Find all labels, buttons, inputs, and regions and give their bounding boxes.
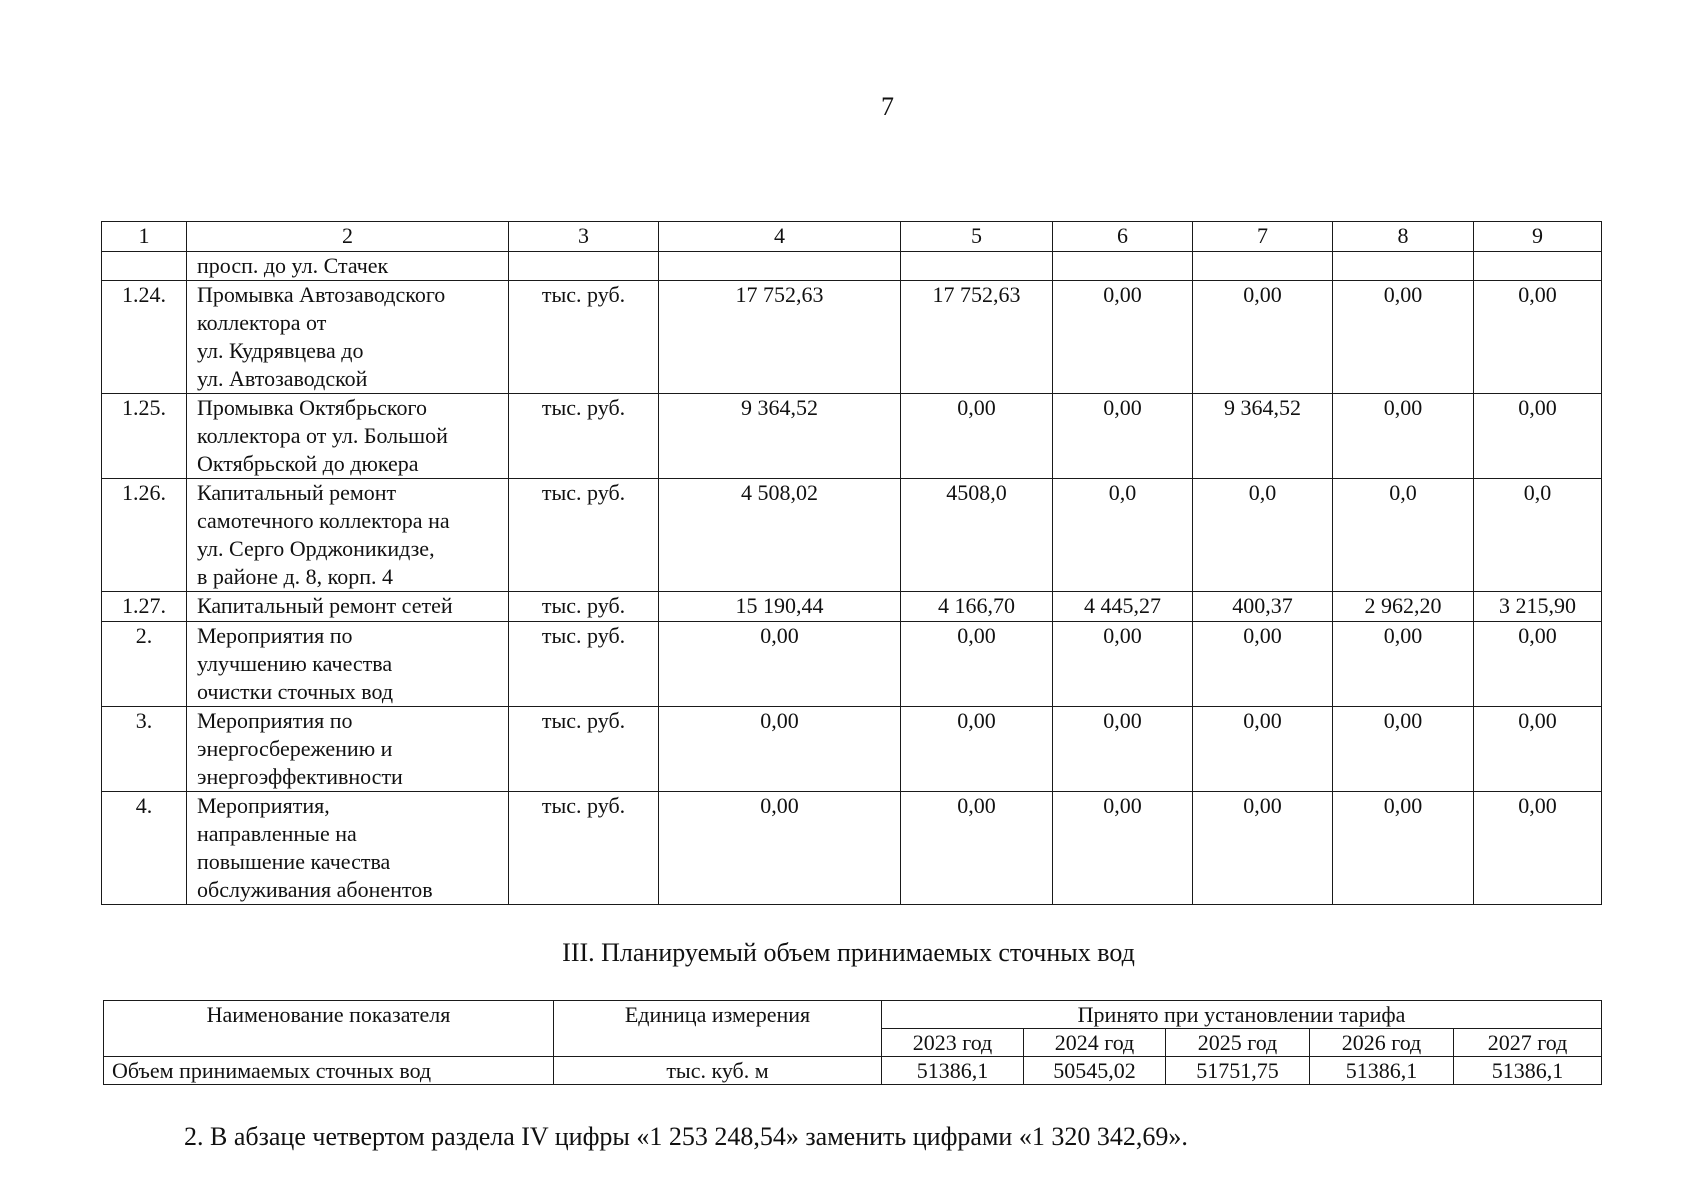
row-name — [187, 622, 509, 707]
row-value: 4 166,70 — [901, 592, 1053, 622]
year-header: 2023 год — [882, 1029, 1024, 1057]
row-number — [102, 252, 187, 281]
row-value: 2 962,20 — [1333, 592, 1474, 622]
row-name-line: коллектора от ул. Большой — [197, 423, 448, 448]
row-number: 3. — [102, 707, 187, 792]
row-value: 0,00 — [1333, 707, 1474, 792]
volume-row-value: 51386,1 — [1310, 1057, 1454, 1085]
row-value — [1474, 252, 1602, 281]
row-value: 0,00 — [1333, 792, 1474, 905]
row-value: 0,00 — [1333, 622, 1474, 707]
row-name-line: энергосбережению и — [197, 736, 393, 761]
row-number: 1.26. — [102, 479, 187, 592]
row-value — [1053, 252, 1193, 281]
volume-row-value: 51751,75 — [1166, 1057, 1310, 1085]
row-value: 4 445,27 — [1053, 592, 1193, 622]
row-value: 0,00 — [1333, 281, 1474, 394]
year-header: 2024 год — [1024, 1029, 1166, 1057]
row-value: 0,00 — [659, 622, 901, 707]
row-name-line: Октябрьской до дюкера — [197, 451, 419, 476]
row-number: 1.27. — [102, 592, 187, 622]
row-name-line: Мероприятия, — [197, 793, 330, 818]
row-value: 0,00 — [1053, 622, 1193, 707]
row-name-line: коллектора от — [197, 310, 327, 335]
row-unit: тыс. руб. — [509, 707, 659, 792]
header-cell: 1 — [102, 222, 187, 252]
table-row — [102, 792, 1602, 905]
row-unit: тыс. руб. — [509, 792, 659, 905]
row-value: 15 190,44 — [659, 592, 901, 622]
row-value: 0,00 — [1474, 281, 1602, 394]
row-number: 1.25. — [102, 394, 187, 479]
row-unit: тыс. руб. — [509, 394, 659, 479]
row-value — [901, 252, 1053, 281]
row-value: 0,00 — [1193, 622, 1333, 707]
table-row — [102, 281, 1602, 394]
row-name-line: ул. Автозаводской — [197, 366, 368, 391]
row-value: 0,00 — [1474, 394, 1602, 479]
year-header: 2026 год — [1310, 1029, 1454, 1057]
row-value: 9 364,52 — [1193, 394, 1333, 479]
row-name-line: Капитальный ремонт — [197, 480, 397, 505]
row-name-line: Промывка Автозаводского — [197, 282, 446, 307]
row-value: 9 364,52 — [659, 394, 901, 479]
year-header: 2027 год — [1454, 1029, 1602, 1057]
row-name — [187, 592, 509, 622]
row-name-line: улучшению качества — [197, 651, 393, 676]
volume-row-name: Объем принимаемых сточных вод — [104, 1057, 554, 1085]
row-name-line: Мероприятия по — [197, 623, 353, 648]
row-name-line: самотечного коллектора на — [197, 508, 450, 533]
row-name-line: обслуживания абонентов — [197, 877, 433, 902]
row-value: 0,00 — [1474, 792, 1602, 905]
row-name-line: ул. Серго Орджоникидзе, — [197, 536, 435, 561]
row-name — [187, 479, 509, 592]
row-value: 0,00 — [901, 792, 1053, 905]
row-name-line: ул. Кудрявцева до — [197, 338, 364, 363]
row-name-line: направленные на — [197, 821, 357, 846]
row-value: 0,00 — [1474, 622, 1602, 707]
row-number: 2. — [102, 622, 187, 707]
row-value: 0,00 — [901, 622, 1053, 707]
year-header: 2025 год — [1166, 1029, 1310, 1057]
volume-row-value: 51386,1 — [882, 1057, 1024, 1085]
row-value: 0,00 — [1333, 394, 1474, 479]
row-value: 0,00 — [1053, 281, 1193, 394]
row-name-line: Мероприятия по — [197, 708, 353, 733]
row-value — [1333, 252, 1474, 281]
row-name-line: повышение качества — [197, 849, 391, 874]
volume-table — [103, 1000, 1602, 1085]
volume-row-value: 50545,02 — [1024, 1057, 1166, 1085]
row-value: 0,0 — [1333, 479, 1474, 592]
row-number: 4. — [102, 792, 187, 905]
section-title: III. Планируемый объем принимаемых сточных вод — [562, 938, 1135, 967]
row-value: 0,00 — [1474, 707, 1602, 792]
row-name — [187, 792, 509, 905]
row-value: 0,00 — [1193, 281, 1333, 394]
volume-row-value: 51386,1 — [1454, 1057, 1602, 1085]
row-value: 17 752,63 — [659, 281, 901, 394]
row-value: 0,00 — [1193, 792, 1333, 905]
row-value: 4 508,02 — [659, 479, 901, 592]
header-cell: 5 — [901, 222, 1053, 252]
row-name-line: энергоэффективности — [197, 764, 403, 789]
header-cell: 8 — [1333, 222, 1474, 252]
amendment-note: 2. В абзаце четвертом раздела IV цифры «1 253 248,54» заменить цифрами «1 320 342,69». — [184, 1122, 1188, 1151]
row-value: 0,00 — [1053, 792, 1193, 905]
col-group-header: Принято при установлении тарифа — [882, 1001, 1602, 1029]
header-cell: 4 — [659, 222, 901, 252]
row-value: 0,00 — [901, 707, 1053, 792]
volume-row-unit: тыс. куб. м — [554, 1057, 882, 1085]
row-value: 0,00 — [659, 707, 901, 792]
row-value: 0,0 — [1474, 479, 1602, 592]
header-cell: 9 — [1474, 222, 1602, 252]
header-cell: 6 — [1053, 222, 1193, 252]
row-unit: тыс. руб. — [509, 622, 659, 707]
row-unit: тыс. руб. — [509, 479, 659, 592]
row-value: 0,00 — [1053, 707, 1193, 792]
row-value: 17 752,63 — [901, 281, 1053, 394]
row-value: 0,00 — [1193, 707, 1333, 792]
row-name — [187, 707, 509, 792]
row-value — [1193, 252, 1333, 281]
table-row — [102, 592, 1602, 622]
header-cell: 7 — [1193, 222, 1333, 252]
table-row — [102, 707, 1602, 792]
row-value: 3 215,90 — [1474, 592, 1602, 622]
investment-table — [101, 221, 1602, 905]
row-value: 0,0 — [1053, 479, 1193, 592]
row-name — [187, 281, 509, 394]
header-cell: 3 — [509, 222, 659, 252]
row-value: 0,00 — [1053, 394, 1193, 479]
row-value: 0,0 — [1193, 479, 1333, 592]
header-cell: 2 — [187, 222, 509, 252]
volume-header-row — [104, 1001, 1602, 1029]
volume-data-row — [104, 1057, 1602, 1085]
col-unit-header: Единица измерения — [554, 1001, 882, 1057]
col-name-header: Наименование показателя — [104, 1001, 554, 1057]
row-number: 1.24. — [102, 281, 187, 394]
table-row — [102, 252, 1602, 281]
row-value: 0,00 — [659, 792, 901, 905]
row-unit — [509, 252, 659, 281]
row-name-line: очистки сточных вод — [197, 679, 394, 704]
row-value — [659, 252, 901, 281]
row-value: 0,00 — [901, 394, 1053, 479]
row-value: 4508,0 — [901, 479, 1053, 592]
page-number: 7 — [881, 92, 894, 121]
row-name — [187, 394, 509, 479]
table-row — [102, 394, 1602, 479]
table-row — [102, 622, 1602, 707]
row-name: просп. до ул. Стачек — [187, 252, 509, 281]
table-header-row — [102, 222, 1602, 252]
row-name-line: Капитальный ремонт сетей — [197, 593, 453, 618]
row-value: 400,37 — [1193, 592, 1333, 622]
row-unit: тыс. руб. — [509, 592, 659, 622]
row-name-line: в районе д. 8, корп. 4 — [197, 564, 394, 589]
row-name-line: Промывка Октябрьского — [197, 395, 427, 420]
table-row — [102, 479, 1602, 592]
row-unit: тыс. руб. — [509, 281, 659, 394]
